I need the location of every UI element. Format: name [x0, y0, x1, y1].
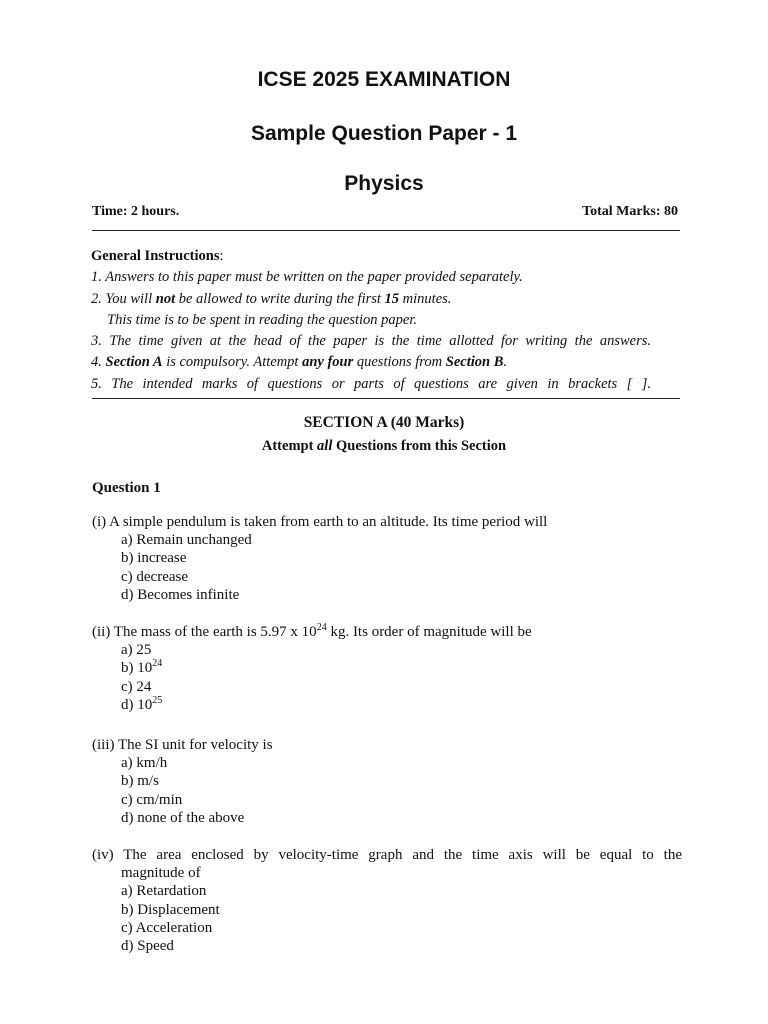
instruction-item: 3. The time given at the head of the paper is the time allotted for writing the answers. — [91, 333, 651, 350]
exam-title: ICSE 2025 EXAMINATION — [257, 68, 511, 91]
question-part — [92, 846, 682, 955]
option: d) none of the above — [121, 809, 245, 826]
option: a) Retardation — [121, 883, 207, 900]
question-part — [92, 623, 682, 714]
option: d) Speed — [121, 938, 174, 955]
question-stem: (ii) The mass of the earth is 5.97 x $10^{24}$ kg. Its order of magnitude will be — [92, 622, 532, 640]
question-part — [92, 513, 682, 604]
option: b) $10^{24}$ — [121, 658, 163, 677]
option: a) Remain unchanged — [121, 532, 252, 549]
instruction-item: 1. Answers to this paper must be written on the paper provided separately. — [91, 269, 523, 286]
total-marks-label: Total Marks: 80 — [582, 204, 678, 219]
option: b) m/s — [121, 773, 159, 790]
section-subtitle: Attempt all Questions from this Section — [261, 438, 507, 454]
option: b) Displacement — [121, 901, 220, 918]
subject-title: Physics — [344, 172, 424, 195]
instruction-item: 4. Section A is compulsory. Attempt any four questions from Section B. — [91, 354, 507, 371]
question-part — [92, 736, 682, 827]
question-stem: (i) A simple pendulum is taken from earth to an altitude. Its time period will — [92, 514, 548, 530]
option: c) decrease — [121, 568, 189, 585]
instruction-item: 2. You will not be allowed to write during the first 15 minutes. — [91, 290, 452, 307]
time-label: Time: 2 hours. — [92, 204, 180, 219]
instructions-heading: General Instructions: — [91, 248, 224, 264]
section-title: SECTION A (40 Marks) — [303, 414, 465, 431]
question-stem: (iv) The area enclosed by velocity-time graph and the time axis will be equal to the — [92, 847, 682, 863]
instructions-divider — [92, 398, 680, 399]
option: d) Becomes infinite — [121, 586, 240, 603]
question-stem-continued: magnitude of — [121, 865, 201, 882]
instruction-item: This time is to be spent in reading the question paper. — [107, 311, 417, 328]
question-stem: (iii) The SI unit for velocity is — [92, 737, 273, 753]
option: a) 25 — [121, 642, 152, 659]
instruction-item: 5. The intended marks of questions or parts of questions are given in brackets [ ]. — [91, 375, 651, 392]
option: d) $10^{25}$ — [121, 694, 163, 713]
general-instructions — [91, 246, 691, 395]
option: a) km/h — [121, 755, 168, 772]
header-divider — [92, 230, 680, 231]
option: c) cm/min — [121, 791, 183, 808]
option: c) Acceleration — [121, 919, 213, 936]
option: c) 24 — [121, 678, 152, 695]
option: b) increase — [121, 550, 187, 567]
paper-title: Sample Question Paper - 1 — [250, 122, 518, 145]
question-heading: Question 1 — [92, 480, 161, 496]
